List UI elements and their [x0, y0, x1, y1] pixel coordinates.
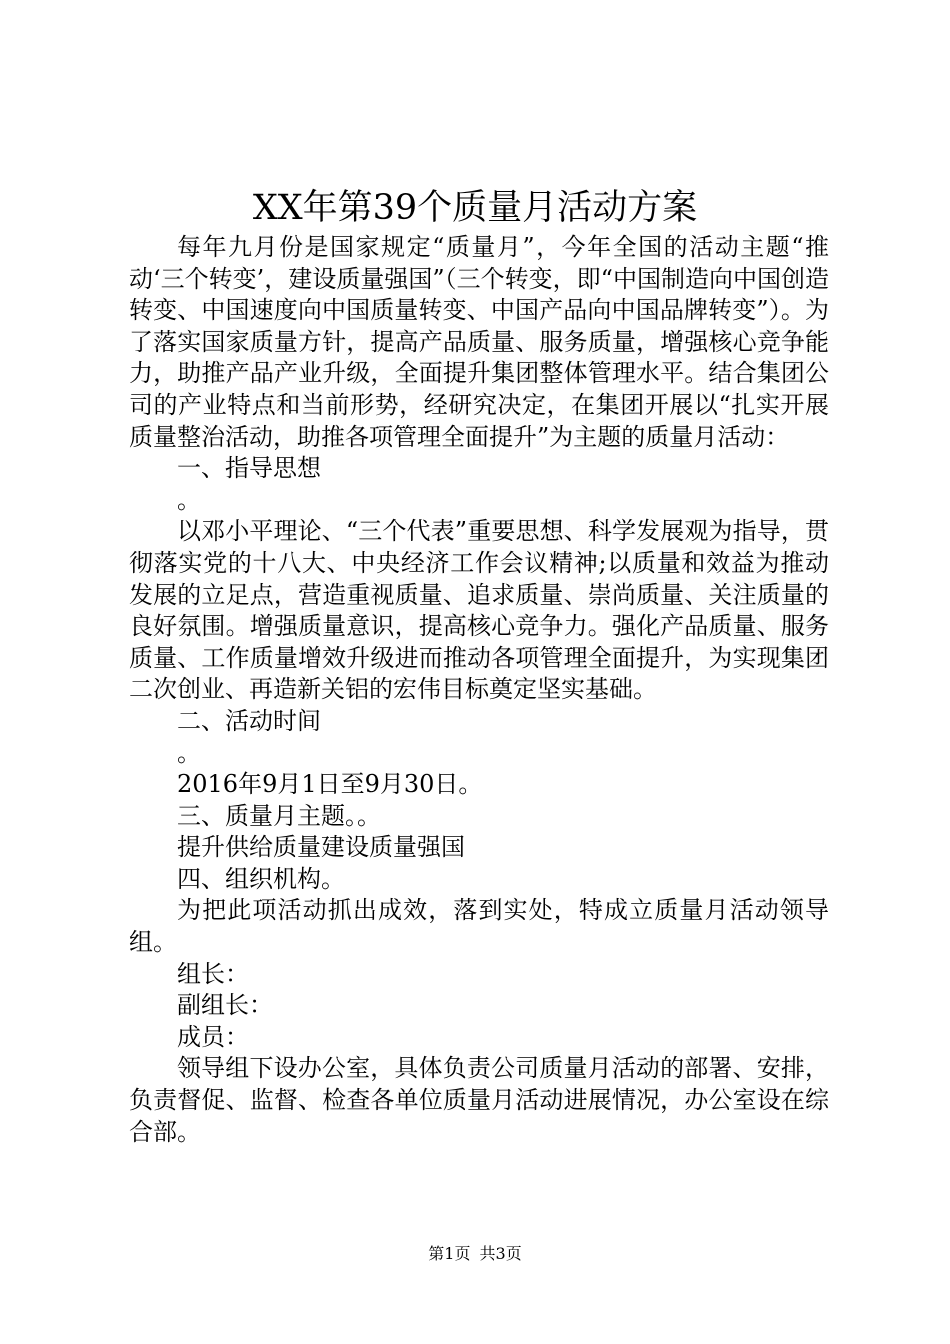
section-mark: 。 [177, 485, 201, 514]
intro-paragraph: 每年九月份是国家规定“质量月”，今年全国的活动主题“推动‘三个转变’，建设质量强国”（三个转变，即“中国制造向中国创造转变、中国速度向中国质量转变、中国产品向中国品牌转变”）。为了落实国家质量方针，提高产品质量、服务质量，增强核心竞争能力，助推产品产业升级，全面提升集团整体管理水平。结合集团公司的产业特点和当前形势，经研究决定，在集团开展以“扎实开展质量整治活动，助推各项管理全面提升”为主题的质量月活动： [129, 233, 829, 451]
page-footer [0, 1243, 950, 1265]
section-heading-theme: 三、质量月主题。。 [177, 801, 381, 830]
page-total: 共3页 [479, 1244, 522, 1263]
guiding-thought-paragraph: 以邓小平理论、“三个代表”重要思想、科学发展观为指导，贯彻落实党的十八大、中央经济工作会议精神;以质量和效益为推动发展的立足点，营造重视质量、追求质量、崇尚质量、关注质量的良好氛围。增强质量意识，提高核心竞争力。强化产品质量、服务质量、工作质量增效升级进而推动各项管理全面提升，为实现集团二次创业、再造新关铝的宏伟目标奠定坚实基础。 [129, 517, 829, 704]
theme-paragraph: 提升供给质量建设质量强国 [177, 833, 465, 862]
members-line: 成员： [177, 1022, 249, 1051]
deputy-leader-line: 副组长： [177, 991, 273, 1020]
section-heading-activity-time: 二、活动时间 [177, 706, 321, 735]
document-title: XX年第39个质量月活动方案 [252, 188, 698, 228]
activity-time-paragraph: 2016年9月1日至9月30日。 [177, 770, 483, 799]
section-heading-organization: 四、组织机构。 [177, 864, 345, 893]
group-leader-line: 组长： [177, 959, 249, 988]
office-paragraph: 领导组下设办公室，具体负责公司质量月活动的部署、安排，负责督促、监督、检查各单位质量月活动进展情况，办公室设在综合部。 [129, 1054, 829, 1146]
document-body [129, 232, 829, 1148]
section-heading-guiding-thought: 一、指导思想 [177, 454, 321, 483]
organization-paragraph: 为把此项活动抓出成效，落到实处，特成立质量月活动领导组。 [129, 896, 829, 957]
page-number: 第1页 [428, 1244, 471, 1263]
section-mark: 。 [177, 738, 201, 767]
